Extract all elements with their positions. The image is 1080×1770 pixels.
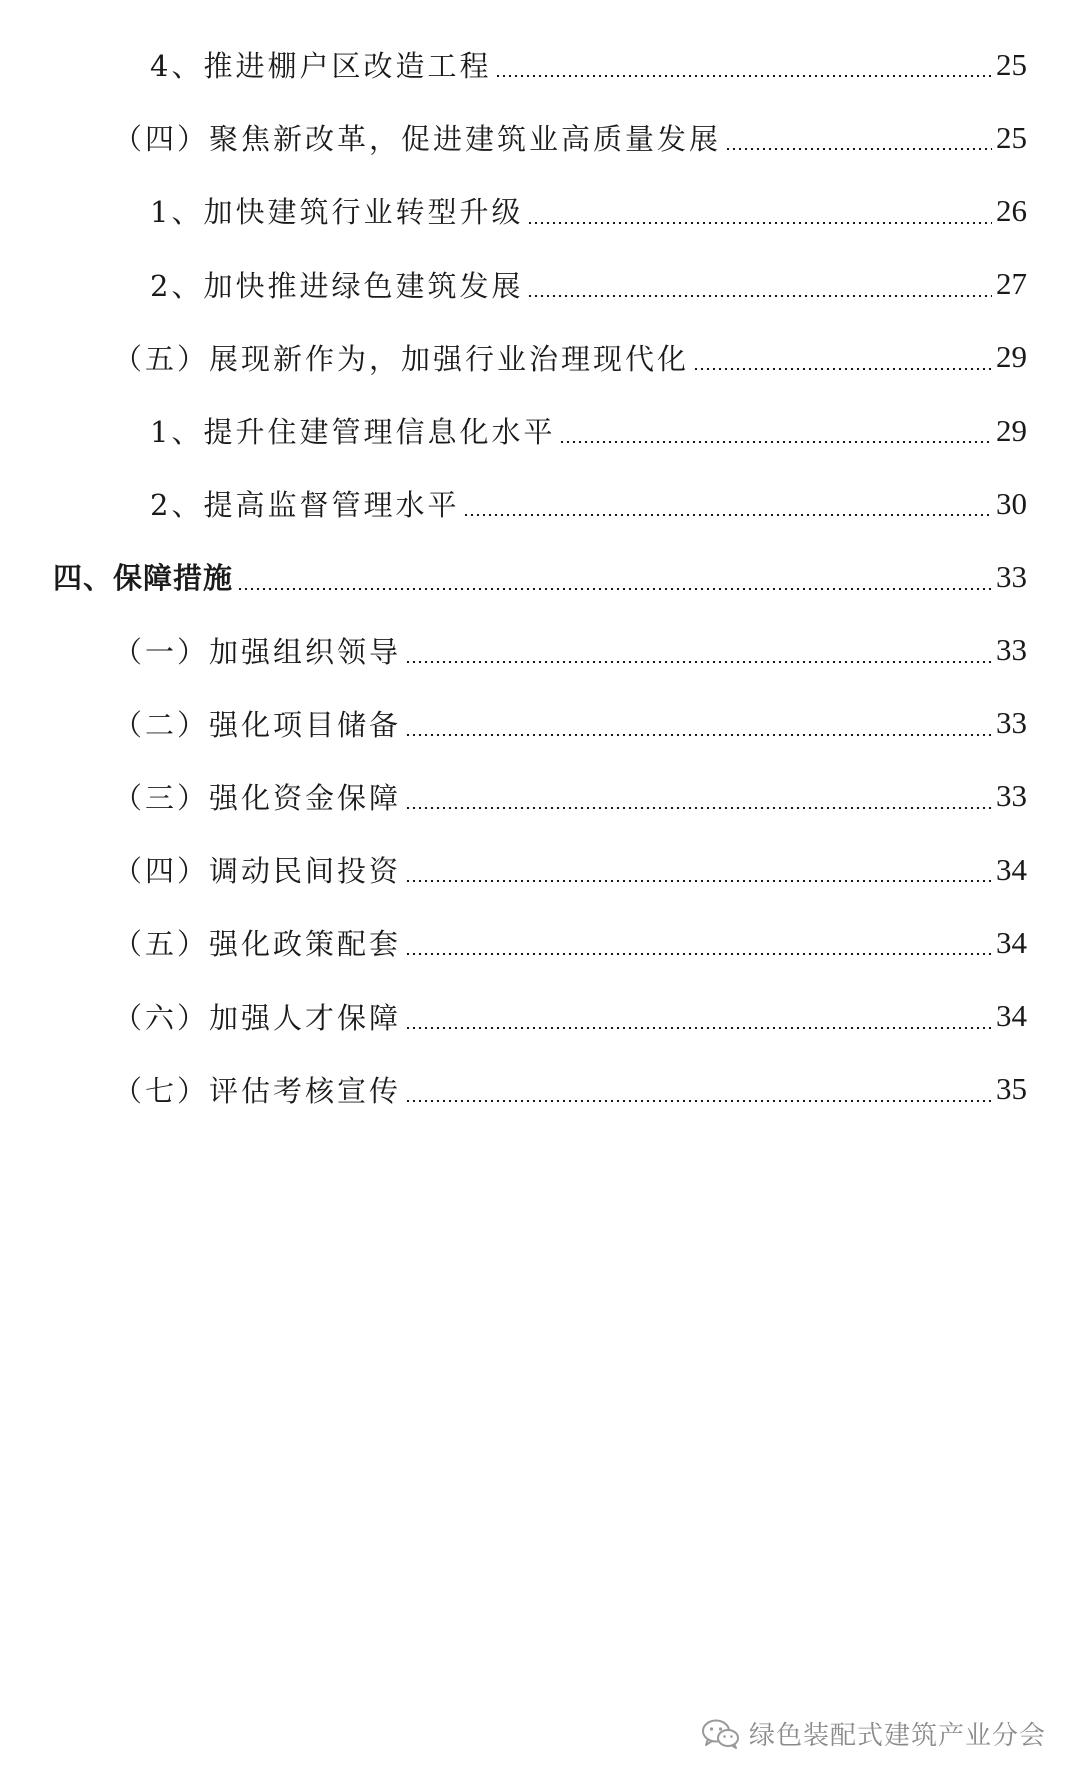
toc-dot-leader	[405, 734, 992, 736]
wechat-icon	[701, 1718, 741, 1750]
toc-entry-title: （四）聚焦新改革，促进建筑业高质量发展	[113, 122, 722, 157]
toc-entry-page: 33	[996, 778, 1027, 814]
toc-entry	[0, 540, 1080, 613]
toc-dot-leader	[405, 661, 992, 663]
watermark-text: 绿色装配式建筑产业分会	[748, 1721, 1046, 1751]
toc-entry	[0, 833, 1080, 906]
watermark	[701, 1715, 1046, 1752]
toc-entry-page: 25	[996, 119, 1027, 155]
toc-entry	[0, 687, 1080, 760]
toc-dot-leader	[405, 953, 992, 955]
toc-entry-page: 26	[996, 192, 1027, 228]
toc-dot-leader	[527, 295, 992, 297]
toc-dot-leader	[405, 807, 992, 809]
toc-entry-title: （五）展现新作为，加强行业治理现代化	[113, 341, 690, 376]
toc-entry-page: 34	[996, 851, 1027, 887]
toc-entry-title: 2、提高监督管理水平	[150, 488, 460, 523]
toc-entry-title: 1、提升住建管理信息化水平	[150, 415, 556, 450]
toc-entry-title: 2、加快推进绿色建筑发展	[150, 268, 524, 303]
toc-entry	[0, 1053, 1080, 1126]
toc-entry-page: 33	[996, 558, 1027, 594]
toc-entry-page: 27	[996, 266, 1027, 302]
toc-dot-leader	[463, 514, 992, 516]
toc-entry	[0, 614, 1080, 687]
toc-entry-title: （五）强化政策配套	[113, 927, 402, 962]
toc-entry-title: （六）加强人才保障	[113, 1000, 402, 1035]
toc-entry-page: 34	[996, 998, 1027, 1034]
toc-entry	[0, 174, 1080, 247]
toc-entry-page: 25	[996, 46, 1027, 82]
toc-entry-title: 1、加快建筑行业转型升级	[150, 195, 524, 230]
toc-entry-page: 33	[996, 705, 1027, 741]
toc-dot-leader	[237, 588, 992, 590]
toc-entry-title: （三）强化资金保障	[113, 780, 402, 815]
toc-dot-leader	[495, 75, 992, 77]
toc-dot-leader	[405, 880, 992, 882]
toc-entry-title: （一）加强组织领导	[113, 634, 402, 669]
toc-entry	[0, 321, 1080, 394]
toc-entry-page: 33	[996, 632, 1027, 668]
toc-entry-page: 35	[996, 1071, 1027, 1107]
toc-entry	[0, 467, 1080, 540]
toc-entry-title: （七）评估考核宣传	[113, 1073, 402, 1108]
toc-entry-title: 4、推进棚户区改造工程	[150, 49, 492, 84]
toc-dot-leader	[405, 1027, 992, 1029]
toc-dot-leader	[559, 441, 992, 443]
toc-entry	[0, 760, 1080, 833]
toc-entry	[0, 28, 1080, 101]
toc-entry-page: 34	[996, 924, 1027, 960]
toc-entry-title: （四）调动民间投资	[113, 854, 402, 889]
toc-dot-leader	[527, 222, 992, 224]
table-of-contents	[0, 28, 1080, 1126]
toc-entry-page: 29	[996, 412, 1027, 448]
toc-entry-title: （二）强化项目储备	[113, 707, 402, 742]
toc-entry-page: 30	[996, 485, 1027, 521]
toc-dot-leader	[693, 368, 992, 370]
toc-dot-leader	[725, 148, 992, 150]
toc-entry	[0, 906, 1080, 979]
toc-dot-leader	[405, 1100, 992, 1102]
toc-entry	[0, 394, 1080, 467]
toc-entry	[0, 248, 1080, 321]
toc-entry-title: 四、保障措施	[53, 561, 234, 596]
toc-entry	[0, 979, 1080, 1052]
toc-entry	[0, 101, 1080, 174]
toc-entry-page: 29	[996, 339, 1027, 375]
